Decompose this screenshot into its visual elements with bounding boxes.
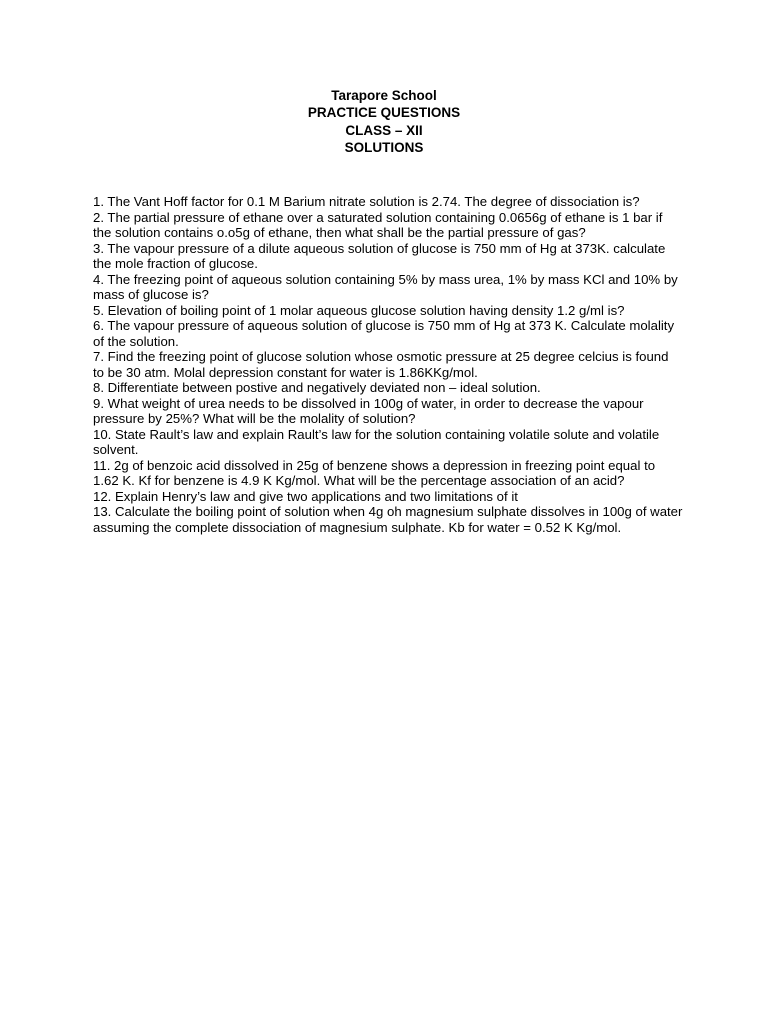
question-item: 6. The vapour pressure of aqueous solution of glucose is 750 mm of Hg at 373 K. Calculate molality of the solution. (93, 318, 675, 349)
document-title: PRACTICE QUESTIONS (307, 105, 461, 121)
topic-label: SOLUTIONS (344, 140, 424, 156)
question-item: 5. Elevation of boiling point of 1 molar aqueous glucose solution having density 1.2 g/ml is? (93, 302, 625, 318)
school-name: Tarapore School (331, 88, 437, 103)
question-item: 12. Explain Henry’s law and give two applications and two limitations of it (93, 488, 518, 504)
question-item: 2. The partial pressure of ethane over a saturated solution containing 0.0656g of ethane is 1 bar if the solution contains o.o5g of ethane, then what shall be the partial pressure of gas? (93, 209, 663, 240)
question-item: 9. What weight of urea needs to be dissolved in 100g of water, in order to decrease the vapour pressure by 25%? What will be the molality of solution? (93, 395, 644, 426)
question-item: 4. The freezing point of aqueous solution containing 5% by mass urea, 1% by mass KCl and 10% by mass of glucose is? (93, 271, 678, 302)
question-item: 3. The vapour pressure of a dilute aqueous solution of glucose is 750 mm of Hg at 373K. calculate the mole fraction of glucose. (93, 240, 666, 271)
question-item: 8. Differentiate between postive and negatively deviated non – ideal solution. (93, 380, 541, 395)
document-header (0, 87, 768, 157)
question-item: 1. The Vant Hoff factor for 0.1 M Barium nitrate solution is 2.74. The degree of dissociation is? (93, 194, 640, 209)
question-item: 7. Find the freezing point of glucose solution whose osmotic pressure at 25 degree celcius is found to be 30 atm. Molal depression constant for water is 1.86KKg/mol. (93, 349, 669, 380)
question-list (93, 194, 683, 535)
question-item: 13. Calculate the boiling point of solution when 4g oh magnesium sulphate dissolves in 100g of water assuming the complete dissociation of magnesium sulphate. Kb for water = 0.52 K Kg/mol. (93, 504, 683, 535)
class-label: CLASS – XII (345, 122, 423, 138)
question-item: 11. 2g of benzoic acid dissolved in 25g of benzene shows a depression in freezing point equal to 1.62 K. Kf for benzene is 4.9 K Kg/mol. What will be the percentage association of an acid? (93, 457, 656, 488)
question-item: 10. State Rault’s law and explain Rault’s law for the solution containing volatile solute and volatile solvent. (93, 426, 660, 457)
